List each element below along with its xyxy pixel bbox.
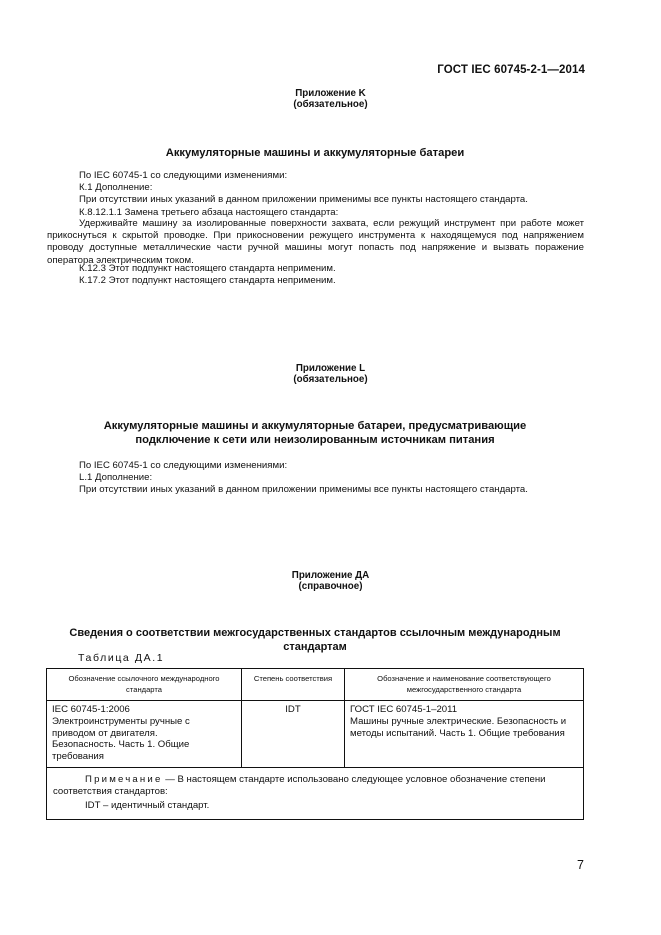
- degree-value: IDT: [285, 704, 301, 715]
- annex-k-line: По IEC 60745-1 со следующими изменениями:: [79, 170, 288, 181]
- column-header: Обозначение и наименование соответствующего межгосударственного стандарта: [345, 669, 584, 701]
- interstate-standard-code: ГОСТ IEC 60745-1–2011: [350, 704, 458, 715]
- annex-k-line: К.12.3 Этот подпункт настоящего стандарта неприменим.: [79, 263, 336, 274]
- table-note: [53, 774, 577, 798]
- annex-k-line: При отсутствии иных указаний в данном приложении применимы все пункты настоящего стандарта.: [79, 194, 528, 206]
- annex-da-heading: Сведения о соответствии межгосударственных стандартов ссылочным международным стандартам: [69, 627, 561, 653]
- annex-k-line: Удерживайте машину за изолированные поверхности захвата, если режущий инструмент при работе может прикоснуться к скрытой проводке. При прикосновении режущего инструмента к находящемуся под напряжением проводу доступные металлические части ручной машины могут попасть под напряжение и вызвать поражение оператора электрическим током.: [47, 218, 584, 266]
- table-row: [47, 701, 584, 768]
- annex-l-line: По IEC 60745-1 со следующими изменениями:: [79, 460, 288, 471]
- table-note-cell: [47, 767, 584, 819]
- annex-l-body: [79, 460, 584, 497]
- annex-l-heading-line1: Аккумуляторные машины и аккумуляторные батареи, предусматривающие: [103, 420, 527, 432]
- annex-l-line: L.1 Дополнение:: [79, 472, 153, 484]
- annex-k-body-end: [79, 263, 584, 287]
- correspondence-table: [46, 668, 584, 820]
- annex-k-line: К.17.2 Этот подпункт настоящего стандарта неприменим.: [79, 275, 336, 287]
- annex-l-status: (обязательное): [293, 374, 368, 385]
- annex-k-title: Приложение K: [295, 88, 366, 99]
- note-label: Примечание: [85, 773, 163, 785]
- annex-k-line: К.1 Дополнение:: [79, 182, 153, 194]
- annex-k-heading: Аккумуляторные машины и аккумуляторные батареи: [165, 147, 465, 159]
- table-header-row: [47, 669, 584, 701]
- interstate-standard-cell: [345, 701, 584, 768]
- annex-l-title: Приложение L: [295, 363, 366, 374]
- page-number: 7: [577, 858, 584, 872]
- table-note-row: [47, 767, 584, 819]
- annex-k-paragraph: [47, 218, 584, 267]
- column-header: Степень соответствия: [242, 669, 345, 701]
- annex-k-body: [79, 170, 584, 219]
- annex-l-line: При отсутствии иных указаний в данном приложении применимы все пункты настоящего стандарта.: [79, 484, 528, 496]
- annex-da-status: (справочное): [298, 581, 363, 592]
- intl-standard-code: IEC 60745-1:2006: [52, 704, 130, 715]
- annex-k-line: К.8.12.1.1 Замена третьего абзаца настоящего стандарта:: [79, 206, 339, 218]
- note-idt: IDT – идентичный стандарт.: [85, 799, 210, 811]
- document-code: ГОСТ IEC 60745-2-1—2014: [437, 64, 585, 76]
- table-caption: Таблица ДА.1: [78, 652, 165, 664]
- note-text: — В настоящем стандарте использовано следующее условное обозначение степени соответствия стандартов:: [53, 773, 546, 797]
- intl-standard-cell: [47, 701, 242, 768]
- column-header: Обозначение ссылочного международного стандарта: [47, 669, 242, 701]
- annex-k-status: (обязательное): [293, 99, 368, 110]
- degree-cell: [242, 701, 345, 768]
- annex-l-heading-line2: подключение к сети или неизолированным источникам питания: [135, 434, 495, 446]
- interstate-standard-name: Машины ручные электрические. Безопасность и методы испытаний. Часть 1. Общие требования: [350, 715, 567, 739]
- intl-standard-name: Электроинструменты ручные с приводом от двигателя. Безопасность. Часть 1. Общие требования: [52, 715, 190, 763]
- annex-da-title: Приложение ДА: [291, 570, 370, 581]
